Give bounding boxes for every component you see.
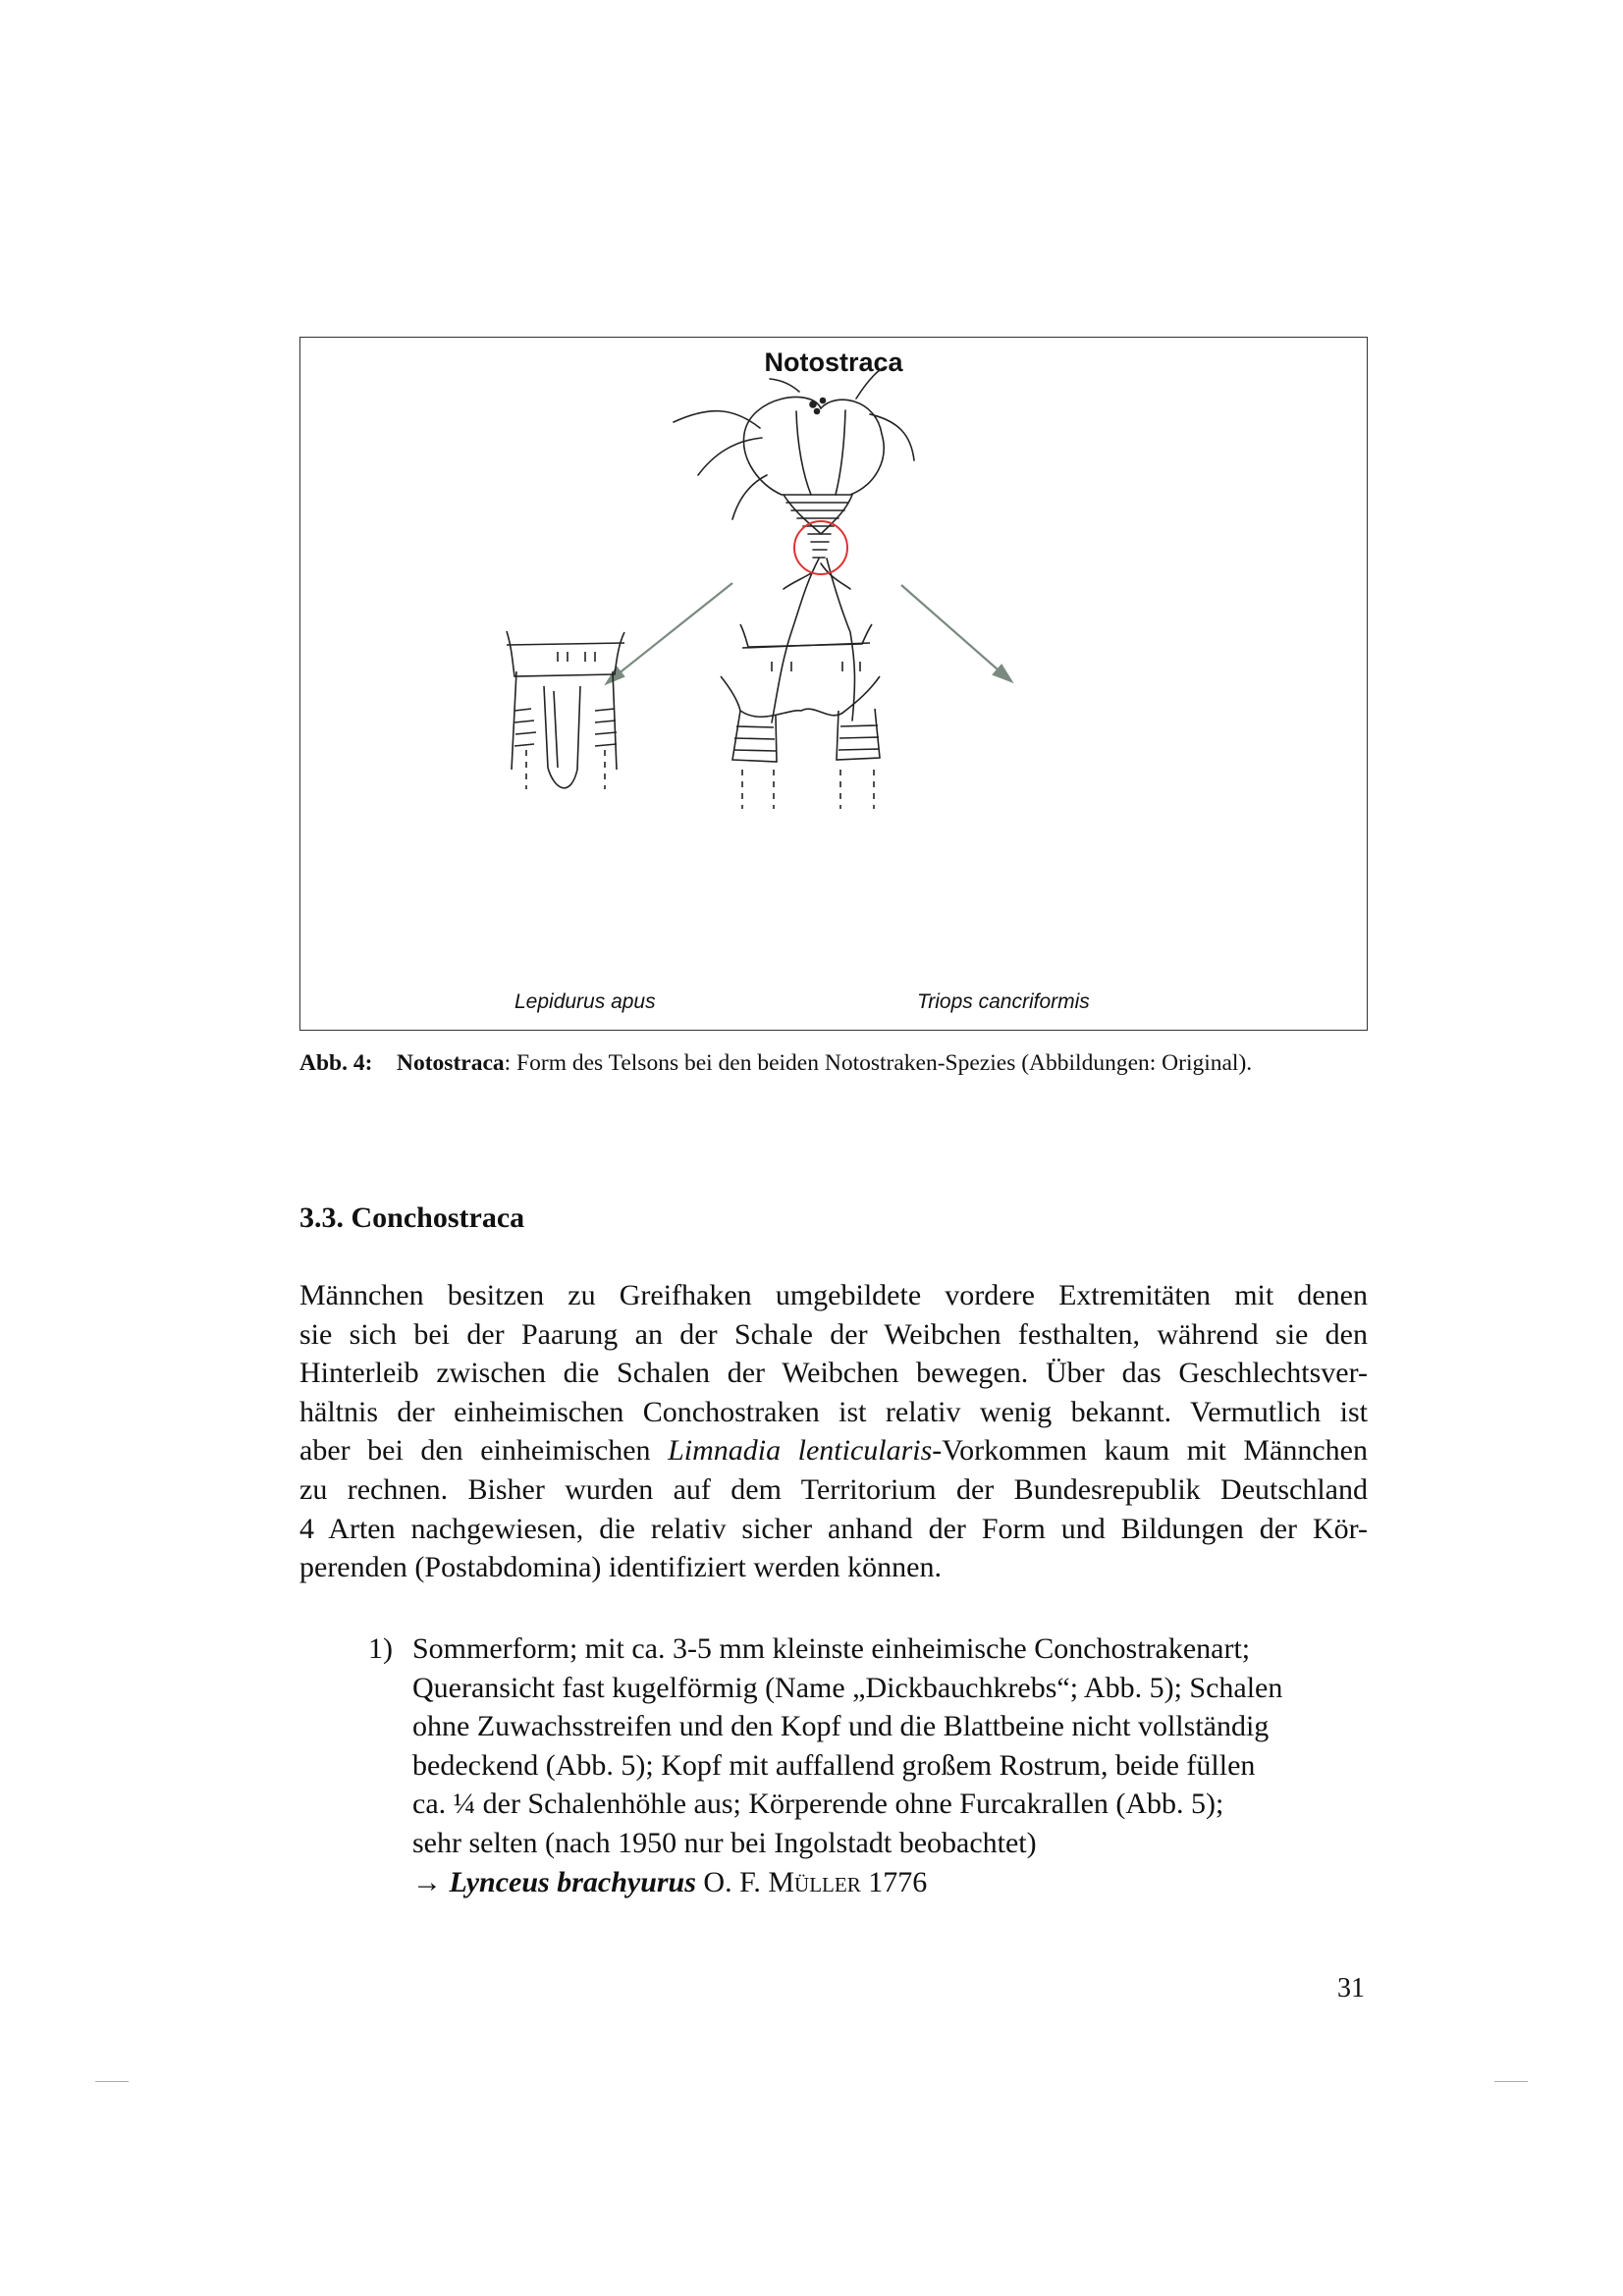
key-result: → Lynceus brachyurus O. F. Müller 1776 xyxy=(412,1865,928,1898)
crop-mark-right xyxy=(1494,2081,1528,2082)
caption-text: : Form des Telsons bei den beiden Notostraken-Spezies (Abbildungen: Original). xyxy=(504,1050,1253,1076)
key-line: Queransicht fast kugelförmig (Name „Dickbauchkrebs“; Abb. 5); Schalen xyxy=(412,1671,1283,1704)
year: 1776 xyxy=(860,1865,928,1898)
paragraph-line: hältnis der einheimischen Conchostraken ist relativ wenig bekannt. Vermutlich ist xyxy=(299,1395,1368,1428)
key-line: sehr selten (nach 1950 nur bei Ingolstadt beobachtet) xyxy=(412,1826,1037,1859)
key-text xyxy=(412,1629,1368,1901)
figure xyxy=(299,337,1368,1031)
caption-term: Notostraca xyxy=(397,1050,505,1076)
paragraph-line-italic-taxon: aber bei den einheimischen Limnadia lenticularis-Vorkommen kaum mit Männchen xyxy=(299,1434,1368,1468)
author-name: Müller xyxy=(768,1865,861,1898)
section-heading: 3.3. Conchostraca xyxy=(299,1201,525,1234)
key-line: ohne Zuwachsstreifen und den Kopf und die Blattbeine nicht vollständig xyxy=(412,1710,1270,1743)
species-label-triops: Triops cancriformis xyxy=(917,990,1090,1013)
taxon-name: Lynceus brachyurus xyxy=(449,1865,696,1898)
key-number: 1) xyxy=(368,1632,393,1665)
paragraph-line: Hinterleib zwischen die Schalen der Weibchen bewegen. Über das Geschlechtsver- xyxy=(299,1357,1368,1390)
page-number: 31 xyxy=(1337,1973,1365,2003)
figure-caption xyxy=(299,1050,1252,1077)
crop-mark-left xyxy=(95,2081,129,2082)
paragraph-line: sie sich bei der Paarung an der Schale der Weibchen festhalten, während sie den xyxy=(299,1317,1368,1351)
species-label-lepidurus: Lepidurus apus xyxy=(514,990,656,1013)
key-line: ca. ¼ der Schalenhöhle aus; Körperende ohne Furcakrallen (Abb. 5); xyxy=(412,1788,1224,1821)
italic-taxon: Limnadia lenticularis xyxy=(668,1434,933,1468)
body-paragraph xyxy=(299,1276,1368,1587)
paragraph-line: zu rechnen. Bisher wurden auf dem Territorium der Bundesrepublik Deutschland xyxy=(299,1472,1368,1506)
arrow-icon: → xyxy=(412,1865,450,1898)
notostraca-illustration xyxy=(300,338,1369,1032)
caption-number: Abb. 4: xyxy=(299,1050,373,1076)
paragraph-line: Männchen besitzen zu Greifhaken umgebildete vordere Extremitäten mit denen xyxy=(299,1279,1368,1311)
key-line: bedeckend (Abb. 5); Kopf mit auffallend großem Rostrum, beide füllen xyxy=(412,1748,1256,1782)
paragraph-line: perenden (Postabdomina) identifiziert werden können. xyxy=(299,1551,942,1584)
figure-title: Notostraca xyxy=(764,347,903,377)
key-line: Sommerform; mit ca. 3-5 mm kleinste einheimische Conchostrakenart; xyxy=(412,1632,1251,1665)
paragraph-line: 4 Arten nachgewiesen, die relativ sicher anhand der Form und Bildungen der Kör- xyxy=(299,1512,1368,1545)
